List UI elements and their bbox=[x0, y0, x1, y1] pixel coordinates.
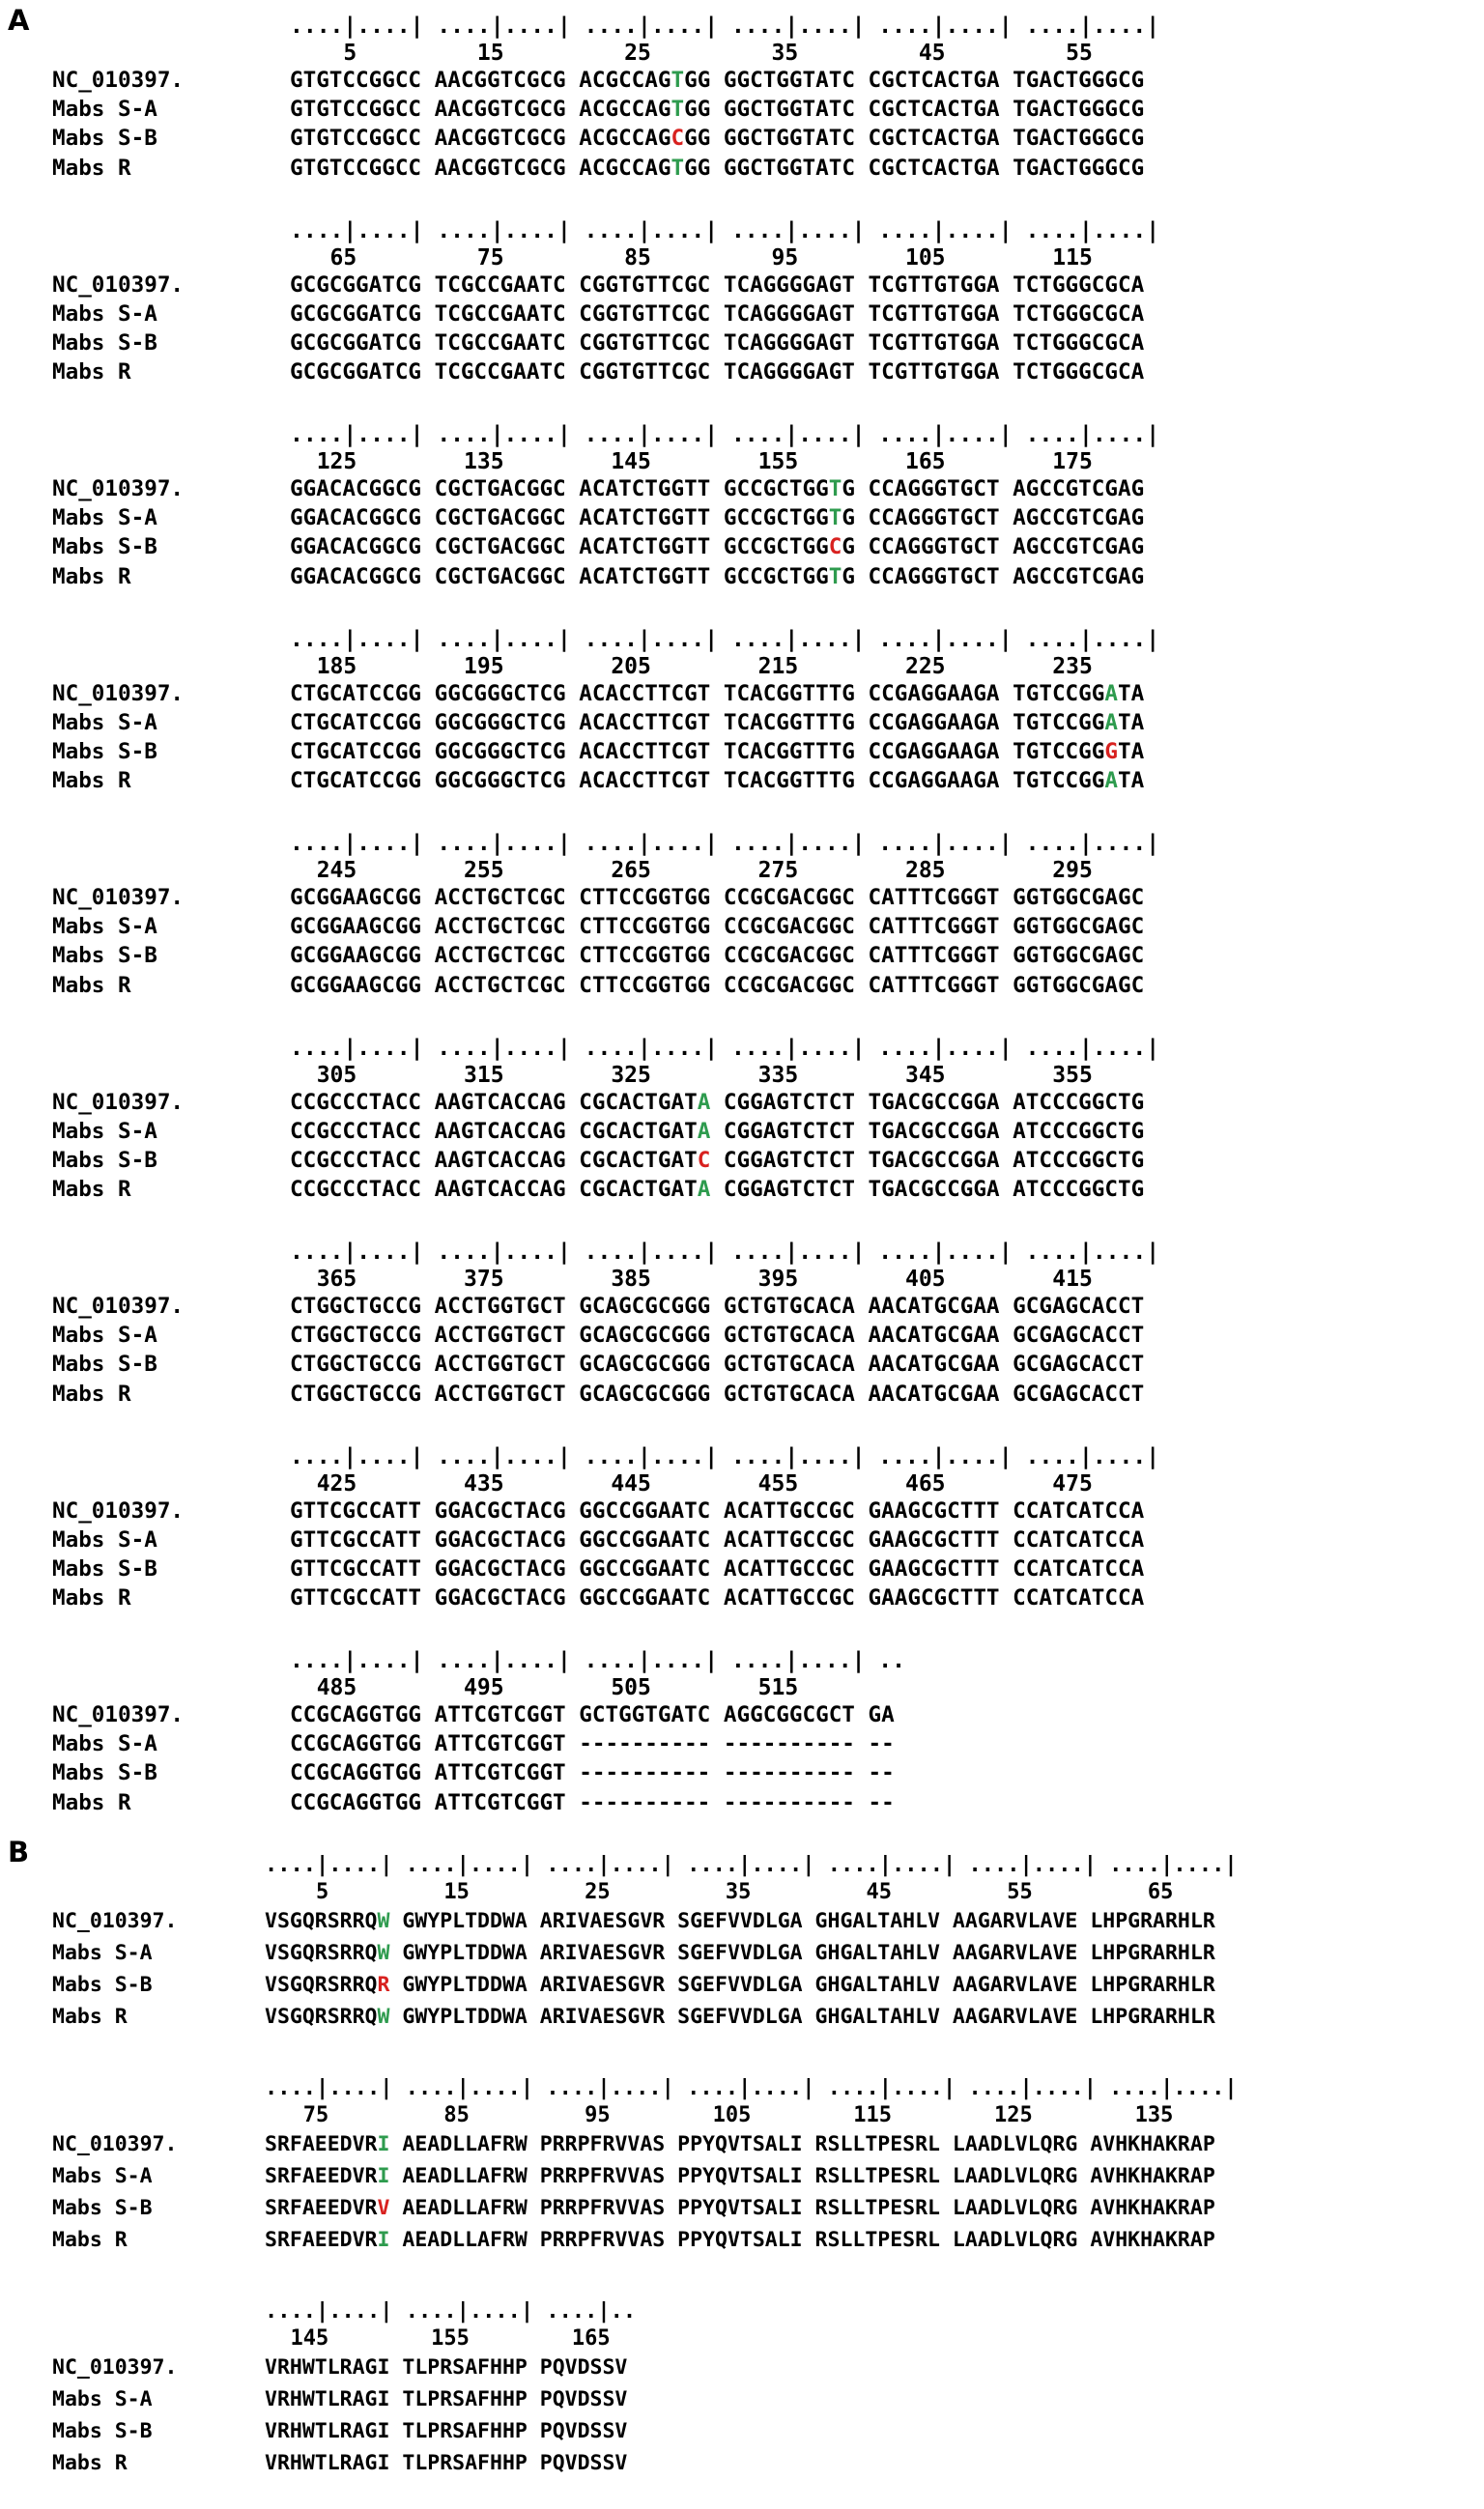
sequence-residues bbox=[265, 2228, 1215, 2252]
variant-residue: A bbox=[697, 1118, 711, 1144]
sequence-residues bbox=[290, 739, 1144, 764]
residue-run: CCGCCCTACC AAGTCACCAG CGCACTGAT bbox=[290, 1089, 698, 1115]
sequence-name: Mabs S-B bbox=[52, 1352, 157, 1378]
position-number-labels: 125 135 145 155 165 175 bbox=[290, 449, 1093, 474]
residue-run: G CCAGGGTGCT AGCCGTCGAG bbox=[842, 534, 1145, 560]
sequence-name: NC_010397. bbox=[52, 1497, 185, 1524]
sequence-name: Mabs S-A bbox=[52, 914, 157, 940]
sequence-residues bbox=[290, 476, 1144, 501]
residue-run: VSGQRSRRQ bbox=[265, 2005, 378, 2029]
variant-residue: T bbox=[671, 97, 685, 123]
sequence-residues bbox=[290, 1382, 1144, 1407]
variant-residue: G bbox=[1104, 738, 1118, 764]
residue-run: CTGGCTGCCG ACCTGGTGCT GCAGCGCGGG GCTGTGCACA AACATGCGAA GCGAGCACCT bbox=[290, 1352, 1145, 1378]
variant-residue: A bbox=[697, 1089, 711, 1115]
ruler-marks: ....|....| ....|....| ....|....| ....|....| ....|....| ....|....| ....|....| bbox=[265, 2076, 1238, 2100]
ruler-marks: ....|....| ....|....| ....|....| ....|....| ....|....| ....|....| bbox=[290, 422, 1160, 447]
variant-residue: I bbox=[377, 2132, 390, 2156]
sequence-name: Mabs S-B bbox=[52, 2196, 153, 2220]
position-number-labels: 65 75 85 95 105 115 bbox=[290, 244, 1093, 271]
variant-residue: A bbox=[1104, 680, 1118, 706]
sequence-residues bbox=[290, 1323, 1144, 1348]
residue-run: VSGQRSRRQ bbox=[265, 1909, 378, 1933]
residue-run: GTGTCCGGCC AACGGTCGCG ACGCCAG bbox=[290, 155, 671, 181]
residue-run: GCGGAAGCGG ACCTGCTCGC CTTCCGGTGG CCGCGACGGC CATTTCGGGT GGTGGCGAGC bbox=[290, 914, 1145, 940]
sequence-name: Mabs R bbox=[52, 2005, 128, 2029]
residue-run: SRFAEEDVR bbox=[265, 2164, 378, 2188]
variant-residue: I bbox=[377, 2228, 390, 2252]
position-number-labels: 425 435 445 455 465 475 bbox=[290, 1470, 1093, 1497]
sequence-residues bbox=[290, 272, 1144, 298]
sequence-residues bbox=[290, 1148, 1144, 1173]
variant-residue: A bbox=[1104, 709, 1118, 735]
sequence-residues bbox=[290, 156, 1144, 181]
residue-run: AEADLLAFRW PRRPFRVVAS PPYQVTSALI RSLLTPESRL LAADLVLQRG AVHKHAKRAP bbox=[389, 2228, 1215, 2252]
variant-residue: T bbox=[828, 476, 842, 501]
sequence-name: NC_010397. bbox=[52, 476, 185, 501]
residue-run: CGGAGTCTCT TGACGCCGGA ATCCCGGCTG bbox=[710, 1089, 1145, 1115]
residue-run: GTTCGCCATT GGACGCTACG GGCCGGAATC ACATTGCCGC GAAGCGCTTT CCATCATCCA bbox=[290, 1497, 1145, 1524]
position-number-labels: 485 495 505 515 bbox=[290, 1675, 799, 1700]
residue-run: G CCAGGGTGCT AGCCGTCGAG bbox=[842, 476, 1145, 501]
sequence-name: Mabs S-A bbox=[52, 1731, 157, 1757]
sequence-residues bbox=[265, 2164, 1215, 2188]
ruler-marks: ....|....| ....|....| ....|....| ....|....| ....|....| ....|....| bbox=[290, 1443, 1160, 1469]
sequence-residues bbox=[290, 1702, 895, 1727]
residue-run: CCGCAGGTGG ATTCGTCGGT ---------- ---------- -- bbox=[290, 1760, 895, 1786]
residue-run: CTGGCTGCCG ACCTGGTGCT GCAGCGCGGG GCTGTGCACA AACATGCGAA GCGAGCACCT bbox=[290, 1381, 1145, 1407]
residue-run: AEADLLAFRW PRRPFRVVAS PPYQVTSALI RSLLTPESRL LAADLVLQRG AVHKHAKRAP bbox=[389, 2196, 1215, 2220]
residue-run: VRHWTLRAGI TLPRSAFHHP PQVDSSV bbox=[265, 2387, 628, 2411]
residue-run: CTGCATCCGG GGCGGGCTCG ACACCTTCGT TCACGGTTTG CCGAGGAAGA TGTCCGG bbox=[290, 768, 1105, 794]
residue-run: GTGTCCGGCC AACGGTCGCG ACGCCAG bbox=[290, 97, 671, 123]
sequence-name: Mabs S-A bbox=[52, 1941, 153, 1965]
residue-run: VRHWTLRAGI TLPRSAFHHP PQVDSSV bbox=[265, 2419, 628, 2443]
sequence-name: NC_010397. bbox=[52, 1909, 178, 1933]
variant-residue: A bbox=[697, 1177, 711, 1203]
sequence-residues bbox=[290, 1294, 1144, 1319]
sequence-residues bbox=[265, 2419, 627, 2443]
residue-run: CTGCATCCGG GGCGGGCTCG ACACCTTCGT TCACGGTTTG CCGAGGAAGA TGTCCGG bbox=[290, 680, 1105, 706]
sequence-residues bbox=[290, 505, 1144, 530]
sequence-name: Mabs S-A bbox=[52, 1323, 157, 1349]
residue-run: TA bbox=[1117, 680, 1145, 706]
sequence-residues bbox=[265, 1909, 1215, 1933]
sequence-residues bbox=[290, 1119, 1144, 1144]
sequence-name: Mabs S-A bbox=[52, 300, 157, 327]
ruler-marks: ....|....| ....|....| ....|....| ....|....| ....|....| ....|....| ....|....| bbox=[265, 1853, 1238, 1877]
residue-run: TA bbox=[1117, 709, 1145, 735]
sequence-residues bbox=[290, 1585, 1144, 1611]
sequence-name: Mabs S-A bbox=[52, 1118, 157, 1144]
sequence-residues bbox=[265, 2355, 627, 2380]
position-number-labels: 305 315 325 335 345 355 bbox=[290, 1062, 1093, 1088]
residue-run: CCGCAGGTGG ATTCGTCGGT GCTGGTGATC AGGCGGCGCT GA bbox=[290, 1702, 895, 1727]
ruler-marks: ....|....| ....|....| ....|....| ....|....| ....|....| ....|....| bbox=[290, 1035, 1160, 1061]
residue-run: CCGCAGGTGG ATTCGTCGGT ---------- ---------- -- bbox=[290, 1789, 895, 1815]
sequence-residues bbox=[290, 1090, 1144, 1115]
sequence-name: Mabs S-B bbox=[52, 1147, 157, 1173]
residue-run: SRFAEEDVR bbox=[265, 2132, 378, 2156]
sequence-name: Mabs S-A bbox=[52, 505, 157, 531]
variant-residue: W bbox=[377, 2005, 390, 2029]
residue-run: GWYPLTDDWA ARIVAESGVR SGEFVVDLGA GHGALTAHLV AAGARVLAVE LHPGRARHLR bbox=[389, 1973, 1215, 1997]
sequence-residues bbox=[290, 1498, 1144, 1524]
variant-residue: C bbox=[828, 534, 842, 560]
residue-run: GG GGCTGGTATC CGCTCACTGA TGACTGGGCG bbox=[684, 126, 1145, 152]
position-number-labels: 5 15 25 35 45 55 bbox=[290, 41, 1093, 66]
ruler-marks: ....|....| ....|....| ....|....| ....|....| ....|....| ....|....| bbox=[290, 626, 1160, 652]
residue-run: VRHWTLRAGI TLPRSAFHHP PQVDSSV bbox=[265, 2355, 628, 2380]
sequence-name: Mabs R bbox=[52, 2451, 128, 2475]
position-number-labels: 365 375 385 395 405 415 bbox=[290, 1267, 1093, 1292]
ruler-marks: ....|....| ....|....| ....|....| ....|....| ....|....| ....|....| bbox=[290, 217, 1160, 243]
ruler-marks: ....|....| ....|....| ....|....| ....|....| ....|....| ....|....| bbox=[290, 831, 1160, 856]
sequence-name: Mabs S-B bbox=[52, 329, 157, 356]
variant-residue: W bbox=[377, 1941, 390, 1965]
residue-run: SRFAEEDVR bbox=[265, 2196, 378, 2220]
sequence-name: Mabs R bbox=[52, 1177, 131, 1203]
sequence-residues bbox=[290, 97, 1144, 122]
sequence-residues bbox=[290, 914, 1144, 939]
residue-run: GTTCGCCATT GGACGCTACG GGCCGGAATC ACATTGCCGC GAAGCGCTTT CCATCATCCA bbox=[290, 1585, 1145, 1611]
position-number-labels: 245 255 265 275 285 295 bbox=[290, 858, 1093, 883]
residue-run: G CCAGGGTGCT AGCCGTCGAG bbox=[842, 563, 1145, 589]
sequence-residues bbox=[290, 885, 1144, 910]
sequence-residues bbox=[265, 1973, 1215, 1997]
sequence-residues bbox=[265, 2132, 1215, 2156]
sequence-name: NC_010397. bbox=[52, 2132, 178, 2156]
sequence-name: Mabs S-A bbox=[52, 2164, 153, 2188]
sequence-residues bbox=[290, 1352, 1144, 1377]
ruler-marks: ....|....| ....|....| ....|.. bbox=[265, 2299, 637, 2324]
sequence-residues bbox=[265, 2196, 1215, 2220]
residue-run: GTTCGCCATT GGACGCTACG GGCCGGAATC ACATTGCCGC GAAGCGCTTT CCATCATCCA bbox=[290, 1555, 1145, 1582]
residue-run: GGACACGGCG CGCTGACGGC ACATCTGGTT GCCGCTGG bbox=[290, 476, 829, 501]
panel-label: B bbox=[8, 1836, 30, 1868]
residue-run: GTGTCCGGCC AACGGTCGCG ACGCCAG bbox=[290, 126, 671, 152]
residue-run: CTGGCTGCCG ACCTGGTGCT GCAGCGCGGG GCTGTGCACA AACATGCGAA GCGAGCACCT bbox=[290, 1294, 1145, 1319]
sequence-residues bbox=[290, 359, 1144, 385]
residue-run: GCGCGGATCG TCGCCGAATC CGGTGTTCGC TCAGGGGAGT TCGTTGTGGA TCTGGGCGCA bbox=[290, 300, 1145, 327]
sequence-residues bbox=[290, 126, 1144, 151]
sequence-name: Mabs S-B bbox=[52, 1555, 157, 1582]
residue-run: GG GGCTGGTATC CGCTCACTGA TGACTGGGCG bbox=[684, 68, 1145, 93]
variant-residue: A bbox=[1104, 768, 1118, 794]
residue-run: GGACACGGCG CGCTGACGGC ACATCTGGTT GCCGCTGG bbox=[290, 505, 829, 531]
sequence-residues bbox=[265, 2005, 1215, 2029]
residue-run: CTGGCTGCCG ACCTGGTGCT GCAGCGCGGG GCTGTGCACA AACATGCGAA GCGAGCACCT bbox=[290, 1323, 1145, 1349]
sequence-name: Mabs R bbox=[52, 1381, 131, 1407]
sequence-residues bbox=[290, 1731, 895, 1756]
sequence-residues bbox=[290, 1790, 895, 1815]
sequence-residues bbox=[290, 1760, 895, 1785]
sequence-name: NC_010397. bbox=[52, 1702, 185, 1727]
variant-residue: C bbox=[697, 1147, 711, 1173]
residue-run: CCGCCCTACC AAGTCACCAG CGCACTGAT bbox=[290, 1147, 698, 1173]
sequence-name: Mabs S-B bbox=[52, 1760, 157, 1786]
sequence-name: NC_010397. bbox=[52, 271, 185, 298]
residue-run: GWYPLTDDWA ARIVAESGVR SGEFVVDLGA GHGALTAHLV AAGARVLAVE LHPGRARHLR bbox=[389, 2005, 1215, 2029]
residue-run: GCGCGGATCG TCGCCGAATC CGGTGTTCGC TCAGGGGAGT TCGTTGTGGA TCTGGGCGCA bbox=[290, 329, 1145, 356]
sequence-name: Mabs S-A bbox=[52, 2387, 153, 2411]
residue-run: VSGQRSRRQ bbox=[265, 1973, 378, 1997]
variant-residue: T bbox=[671, 68, 685, 93]
sequence-name: Mabs S-B bbox=[52, 534, 157, 560]
sequence-name: Mabs R bbox=[52, 972, 131, 998]
sequence-residues bbox=[290, 973, 1144, 998]
sequence-name: NC_010397. bbox=[52, 68, 185, 93]
variant-residue: I bbox=[377, 2164, 390, 2188]
panel-label: A bbox=[8, 4, 30, 37]
sequence-residues bbox=[290, 68, 1144, 93]
residue-run: GCGGAAGCGG ACCTGCTCGC CTTCCGGTGG CCGCGACGGC CATTTCGGGT GGTGGCGAGC bbox=[290, 943, 1145, 969]
sequence-residues bbox=[290, 301, 1144, 327]
sequence-name: Mabs R bbox=[52, 1585, 131, 1611]
residue-run: G CCAGGGTGCT AGCCGTCGAG bbox=[842, 505, 1145, 531]
sequence-residues bbox=[290, 1556, 1144, 1582]
residue-run: GGACACGGCG CGCTGACGGC ACATCTGGTT GCCGCTGG bbox=[290, 534, 829, 560]
sequence-name: Mabs S-B bbox=[52, 2419, 153, 2443]
residue-run: CGGAGTCTCT TGACGCCGGA ATCCCGGCTG bbox=[710, 1147, 1145, 1173]
sequence-name: NC_010397. bbox=[52, 1089, 185, 1115]
residue-run: CGGAGTCTCT TGACGCCGGA ATCCCGGCTG bbox=[710, 1118, 1145, 1144]
sequence-name: NC_010397. bbox=[52, 680, 185, 706]
sequence-name: Mabs S-B bbox=[52, 126, 157, 152]
sequence-residues bbox=[290, 1177, 1144, 1202]
residue-run: GCGCGGATCG TCGCCGAATC CGGTGTTCGC TCAGGGGAGT TCGTTGTGGA TCTGGGCGCA bbox=[290, 271, 1145, 298]
variant-residue: R bbox=[377, 1973, 390, 1997]
residue-run: GTGTCCGGCC AACGGTCGCG ACGCCAG bbox=[290, 68, 671, 93]
residue-run: GWYPLTDDWA ARIVAESGVR SGEFVVDLGA GHGALTAHLV AAGARVLAVE LHPGRARHLR bbox=[389, 1941, 1215, 1965]
residue-run: AEADLLAFRW PRRPFRVVAS PPYQVTSALI RSLLTPESRL LAADLVLQRG AVHKHAKRAP bbox=[389, 2132, 1215, 2156]
residue-run: CTGCATCCGG GGCGGGCTCG ACACCTTCGT TCACGGTTTG CCGAGGAAGA TGTCCGG bbox=[290, 738, 1105, 764]
sequence-name: NC_010397. bbox=[52, 885, 185, 910]
sequence-residues bbox=[290, 534, 1144, 559]
residue-run: GG GGCTGGTATC CGCTCACTGA TGACTGGGCG bbox=[684, 155, 1145, 181]
sequence-name: NC_010397. bbox=[52, 2355, 178, 2380]
residue-run: CCGCCCTACC AAGTCACCAG CGCACTGAT bbox=[290, 1118, 698, 1144]
sequence-residues bbox=[290, 1527, 1144, 1553]
sequence-name: NC_010397. bbox=[52, 1294, 185, 1319]
sequence-name: Mabs R bbox=[52, 1789, 131, 1815]
variant-residue: T bbox=[828, 505, 842, 531]
sequence-residues bbox=[290, 681, 1144, 706]
sequence-residues bbox=[265, 2451, 627, 2475]
variant-residue: W bbox=[377, 1909, 390, 1933]
sequence-name: Mabs S-A bbox=[52, 709, 157, 735]
residue-run: GCGGAAGCGG ACCTGCTCGC CTTCCGGTGG CCGCGACGGC CATTTCGGGT GGTGGCGAGC bbox=[290, 972, 1145, 998]
sequence-residues bbox=[290, 330, 1144, 356]
residue-run: GCGGAAGCGG ACCTGCTCGC CTTCCGGTGG CCGCGACGGC CATTTCGGGT GGTGGCGAGC bbox=[290, 885, 1145, 910]
residue-run: GWYPLTDDWA ARIVAESGVR SGEFVVDLGA GHGALTAHLV AAGARVLAVE LHPGRARHLR bbox=[389, 1909, 1215, 1933]
sequence-name: Mabs S-A bbox=[52, 97, 157, 123]
sequence-name: Mabs S-B bbox=[52, 943, 157, 969]
variant-residue: T bbox=[671, 155, 685, 181]
position-number-labels: 5 15 25 35 45 55 65 bbox=[265, 1880, 1174, 1904]
variant-residue: T bbox=[828, 563, 842, 589]
sequence-name: Mabs R bbox=[52, 2228, 128, 2252]
sequence-name: Mabs S-B bbox=[52, 738, 157, 764]
position-number-labels: 75 85 95 105 115 125 135 bbox=[265, 2103, 1174, 2127]
variant-residue: C bbox=[671, 126, 685, 152]
residue-run: VSGQRSRRQ bbox=[265, 1941, 378, 1965]
variant-residue: V bbox=[377, 2196, 390, 2220]
residue-run: TA bbox=[1117, 768, 1145, 794]
sequence-residues bbox=[290, 710, 1144, 735]
sequence-name: Mabs S-A bbox=[52, 1526, 157, 1553]
residue-run: GCGCGGATCG TCGCCGAATC CGGTGTTCGC TCAGGGGAGT TCGTTGTGGA TCTGGGCGCA bbox=[290, 359, 1145, 385]
residue-run: TA bbox=[1117, 738, 1145, 764]
residue-run: CGGAGTCTCT TGACGCCGGA ATCCCGGCTG bbox=[710, 1177, 1145, 1203]
sequence-name: Mabs R bbox=[52, 359, 131, 385]
residue-run: GTTCGCCATT GGACGCTACG GGCCGGAATC ACATTGCCGC GAAGCGCTTT CCATCATCCA bbox=[290, 1526, 1145, 1553]
ruler-marks: ....|....| ....|....| ....|....| ....|....| ....|....| ....|....| bbox=[290, 1240, 1160, 1265]
sequence-residues bbox=[265, 1941, 1215, 1965]
residue-run: SRFAEEDVR bbox=[265, 2228, 378, 2252]
residue-run: AEADLLAFRW PRRPFRVVAS PPYQVTSALI RSLLTPESRL LAADLVLQRG AVHKHAKRAP bbox=[389, 2164, 1215, 2188]
residue-run: VRHWTLRAGI TLPRSAFHHP PQVDSSV bbox=[265, 2451, 628, 2475]
sequence-name: Mabs S-B bbox=[52, 1973, 153, 1997]
sequence-name: Mabs R bbox=[52, 563, 131, 589]
residue-run: CCGCAGGTGG ATTCGTCGGT ---------- ---------- -- bbox=[290, 1731, 895, 1757]
residue-run: CCGCCCTACC AAGTCACCAG CGCACTGAT bbox=[290, 1177, 698, 1203]
residue-run: GGACACGGCG CGCTGACGGC ACATCTGGTT GCCGCTGG bbox=[290, 563, 829, 589]
ruler-marks: ....|....| ....|....| ....|....| ....|....| .. bbox=[290, 1648, 905, 1673]
residue-run: GG GGCTGGTATC CGCTCACTGA TGACTGGGCG bbox=[684, 97, 1145, 123]
residue-run: CTGCATCCGG GGCGGGCTCG ACACCTTCGT TCACGGTTTG CCGAGGAAGA TGTCCGG bbox=[290, 709, 1105, 735]
sequence-name: Mabs R bbox=[52, 768, 131, 794]
sequence-residues bbox=[290, 768, 1144, 793]
sequence-name: Mabs R bbox=[52, 155, 131, 181]
ruler-marks: ....|....| ....|....| ....|....| ....|....| ....|....| ....|....| bbox=[290, 14, 1160, 39]
position-number-labels: 185 195 205 215 225 235 bbox=[290, 653, 1093, 679]
sequence-residues bbox=[265, 2387, 627, 2411]
sequence-residues bbox=[290, 943, 1144, 968]
sequence-residues bbox=[290, 564, 1144, 589]
position-number-labels: 145 155 165 bbox=[265, 2326, 611, 2351]
